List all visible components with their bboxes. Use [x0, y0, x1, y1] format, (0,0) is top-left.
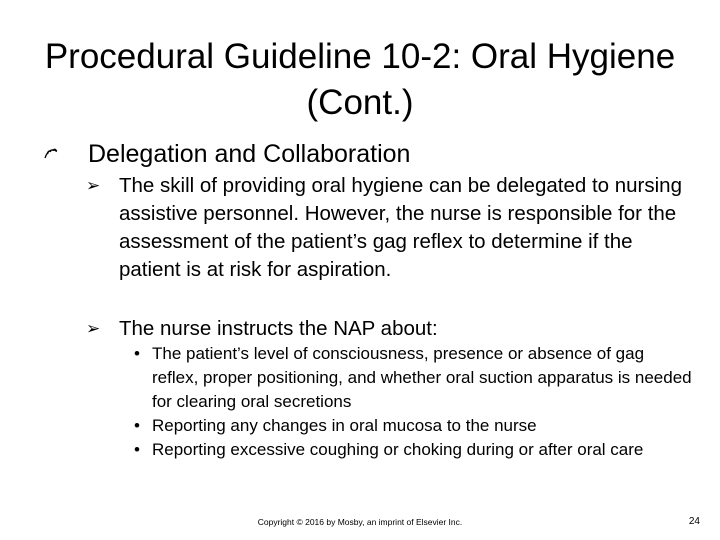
section-heading: Delegation and Collaboration — [88, 140, 411, 168]
bullet-text: The skill of providing oral hygiene can be delegated to nursing assistive personnel. However, the nurse is responsible for the assessment of the patient’s gag reflex to determine if the patient is at risk for aspiration. — [119, 174, 682, 281]
vine-bullet-icon — [44, 147, 58, 161]
dot-bullet-icon: • — [134, 440, 140, 459]
bullet-item — [86, 172, 696, 284]
bullet-item — [86, 315, 696, 343]
dot-bullet-icon: • — [134, 416, 140, 435]
arrow-bullet-icon: ➢ — [86, 319, 101, 338]
dot-bullet-icon: • — [134, 344, 140, 363]
bullet-text: The nurse instructs the NAP about: — [119, 317, 438, 340]
sub-bullet-item — [134, 438, 694, 462]
slide-title: Procedural Guideline 10-2: Oral Hygiene (Cont.) — [44, 37, 676, 123]
arrow-bullet-icon: ➢ — [86, 176, 101, 195]
copyright-footer: Copyright © 2016 by Mosby, an imprint of Elsevier Inc. — [257, 517, 463, 527]
sub-bullet-item — [134, 342, 694, 414]
sub-bullet-text: The patient’s level of consciousness, presence or absence of gag reflex, proper positioning, and whether oral suction apparatus is needed for clearing oral secretions — [152, 344, 692, 411]
sub-bullet-item — [134, 414, 694, 438]
sub-bullet-text: Reporting excessive coughing or choking during or after oral care — [152, 440, 644, 459]
sub-bullet-text: Reporting any changes in oral mucosa to the nurse — [152, 416, 537, 435]
page-number: 24 — [688, 516, 700, 527]
